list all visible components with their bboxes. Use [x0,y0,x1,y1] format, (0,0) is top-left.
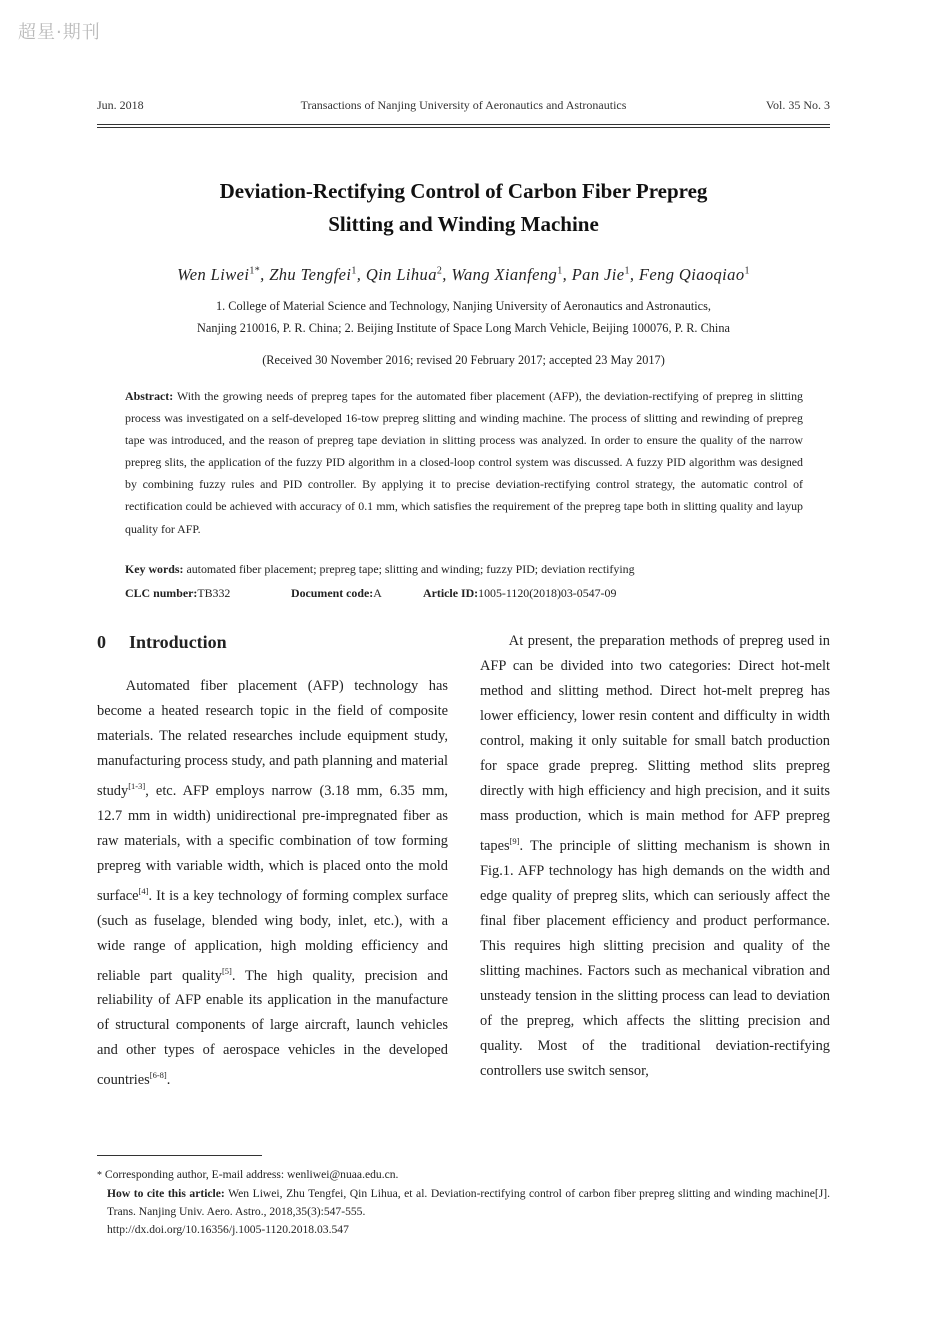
doc-code-label: Document code: [291,586,374,600]
cite-label: How to cite this article: [107,1187,225,1200]
author-affil-mark: 1* [249,265,261,277]
keywords-text: automated fiber placement; prepreg tape; slitting and winding; fuzzy PID; deviation rectifying [186,562,635,576]
watermark-logo: 超星·期刊 [18,22,101,43]
citation-ref[interactable]: [4] [138,885,149,896]
article-id-label: Article ID: [423,586,479,600]
section-number: 0 [97,632,106,652]
paragraph-text: , etc. AFP employs narrow (3.18 mm, 6.35 mm, 12.7 mm in width) unidirectional pre-impregnated fiber as raw materials, with a specific combination of tow forming prepreg with variable width, which is placed onto the mold surface [97,782,448,904]
abstract [125,385,803,540]
header-rule [97,124,830,128]
author-affil-mark: 2 [436,265,443,277]
citation-ref[interactable]: [5] [221,965,232,976]
author-affil-mark: 1 [624,265,630,277]
author-name: Wen Liwei [177,265,250,284]
paragraph-text: . [166,1072,171,1089]
title-line-2: Slitting and Winding Machine [328,212,599,236]
doc-code-value: A [373,586,382,600]
paper-title [97,175,830,241]
corresponding-author-text: Corresponding author, E-mail address: wenliwei@nuaa.edu.cn. [104,1168,399,1181]
author-list: Wen Liwei$^{1*}$, Zhu Tengfei$^1$, Qin Lihua$^2$, Wang Xianfeng$^1$, Pan Jie$^1$, Feng Qiaoqiao$^1$ [177,265,750,284]
corresponding-author-note [97,1166,830,1185]
citation-ref[interactable]: [6-8] [149,1070,167,1081]
affiliation-line-1: 1. College of Material Science and Technology, Nanjing University of Aeronautics and Astronautics, [216,299,711,313]
author-affil-mark: 1 [351,265,357,277]
paragraph-text: At present, the preparation methods of prepreg used in AFP can be divided into two categories: Direct hot-melt method and slitting method. Direct hot-melt prepreg has lower efficiency, lower resin content and difficulty in width control, making it only suitable for small batch production for space grade prepreg. Slitting method slits prepreg directly with high efficiency and high precision, and it suits mass production, which is main method for AFP prepreg tapes [480,633,830,854]
header-volume: Vol. 35 No. 3 [765,98,830,112]
author-name: Pan Jie [571,265,625,284]
received-dates: (Received 30 November 2016; revised 20 February 2017; accepted 23 May 2017) [262,353,665,367]
left-column [97,674,448,1093]
keywords-label: Key words: [125,562,184,576]
paragraph-text: . The principle of slitting mechanism is shown in Fig.1. AFP technology has high demands on the width and edge quality of prepreg slits, which can seriously affect the final fiber placement efficiency and product performance. This requires high slitting precision and quality of the slitting machines. Factors such as mechanical vibration and unsteady tension in the slitting process can lead to deviation of the prepreg, which affects the slitting precision and quality. Most of the traditional deviation-rectifying controllers use switch sensor, [480,837,830,1079]
title-line-1: Deviation-Rectifying Control of Carbon Fiber Prepreg [219,179,708,203]
cite-text: Wen Liwei, Zhu Tengfei, Qin Lihua, et al. Deviation-rectifying control of carbon fiber prepreg slitting and winding machine[J]. Trans. Nanjing Univ. Aero. Astro., 2018,35(3):547-555. [107,1187,830,1218]
keywords [125,562,803,577]
paragraph-text: Automated fiber placement (AFP) technology has become a heated research topic in the field of composite materials. The related researches include equipment study, manufacturing process study, and path planning and material study [97,678,448,799]
classification-info [125,586,803,601]
abstract-label: Abstract: [125,389,174,403]
doi-link[interactable]: http://dx.doi.org/10.16356/j.1005-1120.2018.03.547 [107,1223,349,1236]
header-date: Jun. 2018 [97,98,144,112]
paragraph-text: . It is a key technology of forming complex surface (such as fuselage, blended wing body, inlet, etc.), with a wide range of application, high molding efficiency and reliable part quality [97,887,448,984]
citation-note [97,1185,830,1221]
abstract-text: With the growing needs of prepreg tapes for the automated fiber placement (AFP), the deviation-rectifying of prepreg in slitting process was investigated on a self-developed 16-tow prepreg slitting and winding machine. The process of slitting and rewinding of prepreg tape was introduced, and the reason of prepreg tape deviation in slitting process was analyzed. In order to ensure the quality of the narrow prepreg slits, the application of the fuzzy PID algorithm in a closed-loop control system was discussed. A fuzzy PID algorithm was designed by combining fuzzy rules and PID controller. By applying it to precise deviation-rectifying control strategy, the automatic control of rectification could be achieved with accuracy of 0.1 mm, which satisfies the requirement of the prepreg tape both in slitting quality and layup quality for AFP. [125,389,803,536]
clc-label: CLC number: [125,586,198,600]
paragraph-text: . The high quality, precision and reliability of AFP enable its application in the manufacture of structural components of large aircraft, launch vehicles and other types of aerospace vehicles in the developed countries [97,967,448,1089]
asterisk-mark: * [97,1170,102,1181]
author-affil-mark: 1 [744,265,750,277]
affiliation-line-2: Nanjing 210016, P. R. China; 2. Beijing Institute of Space Long March Vehicle, Beijing 100076, P. R. China [197,321,730,335]
author-affil-mark: 1 [557,265,563,277]
author-name: Feng Qiaoqiao [638,265,745,284]
author-name: Zhu Tengfei [269,265,352,284]
citation-ref[interactable]: [9] [509,836,520,846]
header-journal: Transactions of Nanjing University of Aeronautics and Astronautics [300,98,627,112]
clc-value: TB332 [197,586,231,600]
author-name: Qin Lihua [365,265,437,284]
article-id-value: 1005-1120(2018)03-0547-09 [478,586,617,600]
paragraph [480,629,830,1084]
section-heading [97,632,227,653]
footnote-rule [97,1155,262,1156]
section-title: Introduction [129,632,227,652]
footnotes [97,1166,830,1239]
author-name: Wang Xianfeng [451,265,558,284]
paragraph [97,674,448,1093]
citation-ref[interactable]: [1-3] [128,781,146,791]
right-column [480,629,830,1084]
